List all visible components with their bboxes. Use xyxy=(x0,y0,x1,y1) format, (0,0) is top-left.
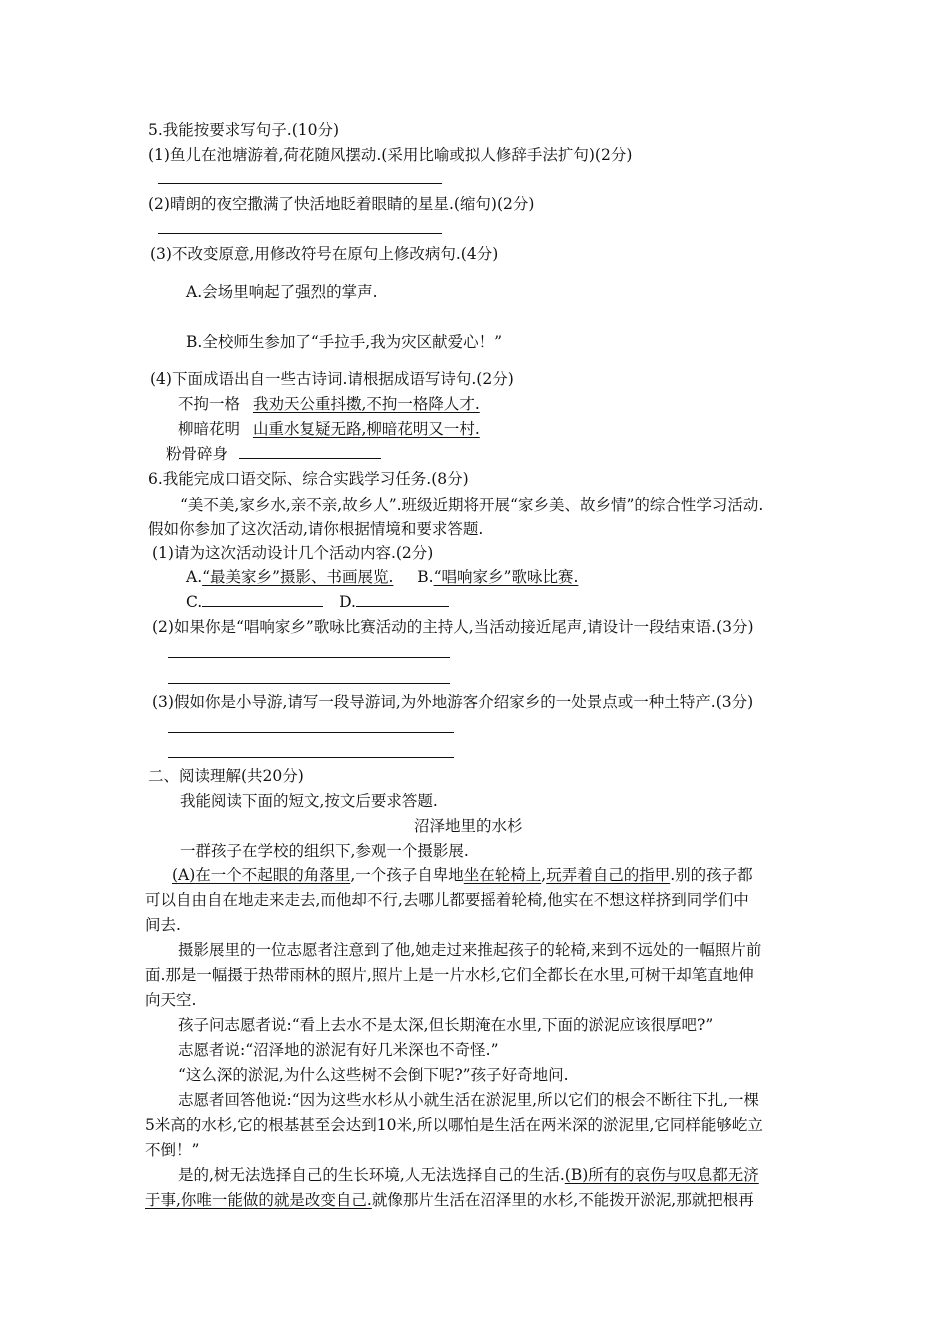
text-a-2: , xyxy=(541,866,547,884)
text-d-2: 就像那片生活在沼泽里的水杉,不能拨开淤泥,那就把根再 xyxy=(371,1191,754,1209)
activity-a-label: A. xyxy=(186,568,203,586)
activity-a-text: “最美家乡”摄影、书画展览. xyxy=(202,568,394,586)
passage-para-d-line-2 xyxy=(145,1190,754,1210)
q6-part3-prompt: (3)假如你是小导游,请写一段导游词,为外地游客介绍家乡的一处景点或一种土特产.(3分) xyxy=(152,693,754,711)
passage-dialogue-2: 志愿者说:“沼泽地的淤泥有好几米深也不奇怪.” xyxy=(178,1041,499,1059)
q6-part2-answer-line-2[interactable] xyxy=(168,683,450,684)
q6-part2-prompt: (2)如果你是“唱响家乡”歌咏比赛活动的主持人,当活动接近尾声,请设计一段结束语.(3分) xyxy=(152,618,754,636)
underline-a-1: 在一个不起眼的角落里 xyxy=(195,866,351,884)
q5-sentence-a: A.会场里响起了强烈的掌声. xyxy=(186,283,378,301)
idiom-2: 柳暗花明 xyxy=(178,420,241,438)
passage-para-b-line-2: 面.那是一幅摄于热带雨林的照片,照片上是一片水杉,它们全都长在水里,可树干却笔直地伸 xyxy=(145,966,754,984)
q6-part3-answer-line-2[interactable] xyxy=(168,757,454,758)
activity-b-label: B. xyxy=(417,568,434,586)
activity-c-label: C. xyxy=(186,593,203,611)
q6-activities-cd xyxy=(186,592,449,612)
q5-sentence-b: B.全校师生参加了“手拉手,我为灾区献爱心！” xyxy=(186,333,503,351)
q6-part1-prompt: (1)请为这次活动设计几个活动内容.(2分) xyxy=(152,544,434,562)
poem-answer-2: 山重水复疑无路,柳暗花明又一村. xyxy=(252,420,480,438)
q5-idiom-row-2 xyxy=(178,419,480,439)
activity-c-blank[interactable] xyxy=(202,592,323,607)
q6-part2-answer-line-1[interactable] xyxy=(168,657,450,658)
idiom-3: 粉骨碎身 xyxy=(166,445,229,463)
passage-sentence-1: 一群孩子在学校的组织下,参观一个摄影展. xyxy=(180,842,469,860)
q6-intro-line-1: “美不美,家乡水,亲不亲,故乡人”.班级近期将开展“家乡美、故乡情”的综合性学习活动. xyxy=(180,496,764,514)
passage-para-a-line-3: 间去. xyxy=(145,916,181,934)
underline-a-3: 玩弄着自己的指甲 xyxy=(546,866,671,884)
passage-para-b-line-3: 向天空. xyxy=(145,991,197,1009)
passage-para-d-line-1 xyxy=(178,1165,759,1185)
passage-dialogue-3: “这么深的淤泥,为什么这些树不会倒下呢?”孩子好奇地问. xyxy=(178,1066,569,1084)
q5-part1-answer-line[interactable] xyxy=(158,183,442,184)
q5-idiom-row-3 xyxy=(166,444,381,464)
activity-d-label: D. xyxy=(339,593,356,611)
q5-part3-prompt: (3)不改变原意,用修改符号在原句上修改病句.(4分) xyxy=(150,245,499,263)
activity-b-text: “唱响家乡”歌咏比赛. xyxy=(433,568,579,586)
passage-para-b-line-1: 摄影展里的一位志愿者注意到了他,她走过来推起孩子的轮椅,来到不远处的一幅照片前 xyxy=(178,941,762,959)
q6-title: 6.我能完成口语交际、综合实践学习任务.(8分) xyxy=(148,470,469,488)
q5-part2-prompt: (2)晴朗的夜空撒满了快活地眨着眼睛的星星.(缩句)(2分) xyxy=(148,195,535,213)
underline-b-2: 于事,你唯一能做的就是改变自己. xyxy=(145,1191,372,1209)
q5-part2-answer-line[interactable] xyxy=(158,233,442,234)
text-a-3: .别的孩子都 xyxy=(670,866,753,884)
underline-b-1: (B)所有的哀伤与叹息都无济 xyxy=(564,1166,759,1184)
q6-part3-answer-line-1[interactable] xyxy=(168,732,454,733)
q5-part1-prompt: (1)鱼儿在池塘游着,荷花随风摆动.(采用比喻或拟人修辞手法扩句)(2分) xyxy=(148,146,633,164)
text-a-1: ,一个孩子自卑地 xyxy=(350,866,464,884)
passage-title: 沼泽地里的水杉 xyxy=(414,817,523,835)
passage-para-a-line-2: 可以自由自在地走来走去,而他却不行,去哪儿都要摇着轮椅,他实在不想这样挤到同学们中 xyxy=(145,891,749,909)
idiom-1: 不拘一格 xyxy=(178,395,241,413)
activity-d-blank[interactable] xyxy=(356,592,449,607)
q6-activities-ab xyxy=(186,567,578,587)
q5-part4-prompt: (4)下面成语出自一些古诗词.请根据成语写诗句.(2分) xyxy=(150,370,514,388)
q5-title: 5.我能按要求写句子.(10分) xyxy=(148,121,340,139)
q5-idiom-row-1 xyxy=(178,394,480,414)
passage-dialogue-1: 孩子问志愿者说:“看上去水不是太深,但长期淹在水里,下面的淤泥应该很厚吧?” xyxy=(178,1016,714,1034)
passage-para-c-line-3: 不倒！” xyxy=(145,1141,200,1159)
q6-intro-line-2: 假如你参加了这次活动,请你根据情境和要求答题. xyxy=(148,520,484,538)
underline-a-2: 坐在轮椅上 xyxy=(463,866,542,884)
poem-answer-1: 我劝天公重抖擞,不拘一格降人才. xyxy=(252,395,480,413)
poem-answer-3-blank[interactable] xyxy=(239,444,381,459)
passage-para-a-line-1 xyxy=(172,865,753,885)
passage-para-c-line-2: 5米高的水杉,它的根基甚至会达到10米,所以哪怕是生活在两米深的淤泥里,它同样能够屹立 xyxy=(145,1116,763,1134)
text-d-1: 是的,树无法选择自己的生长环境,人无法选择自己的生活. xyxy=(178,1166,565,1184)
part2-instruction: 我能阅读下面的短文,按文后要求答题. xyxy=(180,792,438,810)
part2-title: 二、阅读理解(共20分) xyxy=(148,767,304,785)
mark-a: (A) xyxy=(172,866,196,884)
passage-para-c-line-1: 志愿者回答他说:“因为这些水杉从小就生活在淤泥里,所以它们的根会不断往下扎,一棵 xyxy=(178,1091,760,1109)
